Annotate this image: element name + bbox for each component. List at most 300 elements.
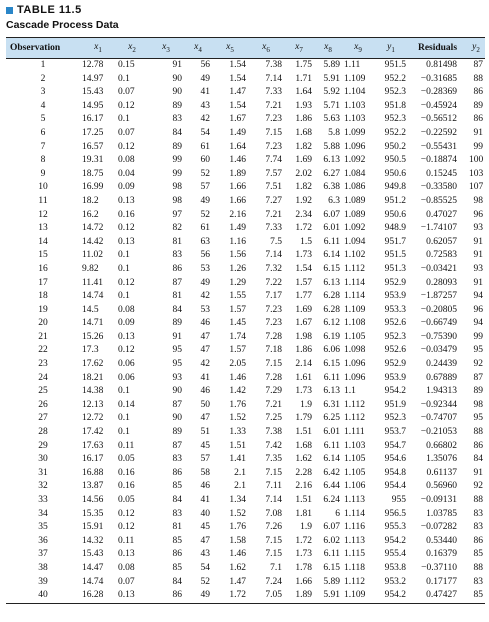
cell-y2: 91 xyxy=(473,467,483,478)
cell-x9: 1.096 xyxy=(344,359,366,370)
cell-x5: 1.16 xyxy=(229,236,246,247)
cell-x2: 0.09 xyxy=(118,318,135,329)
cell-x2: 0.08 xyxy=(118,304,135,315)
cell-x1: 11.41 xyxy=(82,277,104,288)
cell-x6: 7.18 xyxy=(265,345,282,356)
cell-y2: 95 xyxy=(473,345,483,356)
cell-x7: 1.62 xyxy=(295,454,312,465)
cell-y1: 954.8 xyxy=(384,467,406,478)
cell-x5: 2.16 xyxy=(229,209,246,220)
cell-x8: 6.44 xyxy=(323,481,340,492)
table-row xyxy=(6,548,485,562)
cell-x2: 0.1 xyxy=(118,73,130,84)
cell-y1: 954.4 xyxy=(384,481,406,492)
cell-x1: 14.72 xyxy=(82,223,104,234)
cell-x4: 46 xyxy=(200,386,210,397)
cell-x5: 1.55 xyxy=(229,291,246,302)
cell-x8: 6.31 xyxy=(323,399,340,410)
cell-obs: 11 xyxy=(38,195,48,206)
table-number: TABLE 11.5 xyxy=(17,4,82,16)
cell-x8: 6.11 xyxy=(323,549,340,560)
table-row xyxy=(6,277,485,291)
cell-x7: 1.51 xyxy=(295,495,312,505)
cell-obs: 3 xyxy=(40,87,46,98)
cell-x5: 1.46 xyxy=(229,155,246,166)
table-row xyxy=(6,344,485,358)
cell-x2: 0.12 xyxy=(118,508,135,519)
cell-x3: 89 xyxy=(172,318,182,329)
cell-x1: 15.43 xyxy=(82,549,104,560)
table-row xyxy=(6,535,485,549)
cell-res: 0.47427 xyxy=(408,589,467,603)
cell-y1: 953.9 xyxy=(384,291,406,302)
cell-y1: 952.3 xyxy=(384,331,406,342)
cell-x4: 53 xyxy=(200,304,210,315)
table-row xyxy=(6,358,485,372)
cell-res: −0.28369 xyxy=(420,87,457,98)
square-bullet-icon xyxy=(6,7,13,14)
cell-y2: 86 xyxy=(473,114,483,125)
cell-x9: 1.108 xyxy=(344,318,366,329)
cell-x6: 7.14 xyxy=(265,495,282,505)
cell-x8: 6.27 xyxy=(323,168,340,179)
cell-x6: 7.33 xyxy=(265,87,282,98)
cell-x8: 6.11 xyxy=(323,372,340,383)
cell-x3: 86 xyxy=(148,589,184,603)
cell-x7: 2.02 xyxy=(295,168,312,179)
cell-x3: 86 xyxy=(172,549,182,560)
cell-y1: 952.6 xyxy=(384,345,406,356)
cell-x8: 6.13 xyxy=(323,277,340,288)
cell-x7: 1.78 xyxy=(295,562,312,573)
cell-y1: 954.2 xyxy=(384,386,406,397)
cell-obs: 33 xyxy=(38,495,48,505)
cell-x9: 1.103 xyxy=(344,114,366,125)
cell-x9: 1.116 xyxy=(344,522,366,533)
cell-x4: 45 xyxy=(200,522,210,533)
cell-x2: 0.06 xyxy=(118,359,135,370)
cell-res: −0.55431 xyxy=(420,141,457,152)
cell-x4: 47 xyxy=(200,535,210,546)
cell-x1: 14.42 xyxy=(82,236,104,247)
cell-x4: 43 xyxy=(200,549,210,560)
cell-x2: 0.13 xyxy=(118,331,135,342)
cell-x6: 7.21 xyxy=(265,100,282,111)
cell-res: 0.81498 xyxy=(426,60,457,70)
cell-x4: 47 xyxy=(200,413,210,424)
table-row xyxy=(6,236,485,250)
table-row xyxy=(6,412,485,426)
cell-x6: 7.25 xyxy=(265,413,282,424)
cell-x9: 1.098 xyxy=(344,345,366,356)
cell-x3: 98 xyxy=(172,182,182,193)
cell-x9: 1.105 xyxy=(344,454,366,465)
table-row xyxy=(6,480,485,494)
cell-res: −1.74107 xyxy=(420,223,457,234)
cell-res: −0.03421 xyxy=(420,263,457,274)
cell-x2: 0.12 xyxy=(118,223,135,234)
cell-x1: 15.43 xyxy=(82,87,104,98)
cell-y1: 954.6 xyxy=(384,454,406,465)
cell-y1: 952.6 xyxy=(384,318,406,329)
column-header-symbol: x xyxy=(354,42,359,53)
cell-x5: 2.05 xyxy=(229,359,246,370)
cell-obs: 37 xyxy=(38,549,48,560)
cell-x1: 17.63 xyxy=(82,440,104,451)
cell-x9: 1.111 xyxy=(344,427,365,438)
cell-y2: 99 xyxy=(473,331,483,342)
table-row xyxy=(6,127,485,141)
cell-x6: 7.17 xyxy=(265,291,282,302)
cell-x1: 14.32 xyxy=(82,535,104,546)
cell-x4: 53 xyxy=(200,263,210,274)
cell-x4: 52 xyxy=(200,168,210,179)
cell-x6: 7.28 xyxy=(265,372,282,383)
cell-x2: 0.05 xyxy=(118,454,135,465)
cell-x2: 0.1 xyxy=(118,263,130,274)
table-row xyxy=(6,372,485,386)
cell-y2: 103 xyxy=(469,168,484,179)
cell-x7: 1.77 xyxy=(295,291,312,302)
cell-x3: 90 xyxy=(172,73,182,84)
cell-x7: 2.16 xyxy=(295,481,312,492)
cell-x9: 1.114 xyxy=(344,277,366,288)
cell-x6: 7.11 xyxy=(265,481,282,492)
cell-x9: 1.104 xyxy=(344,87,366,98)
cell-y2: 85 xyxy=(473,549,483,560)
cell-x4: 61 xyxy=(200,223,210,234)
cell-x9: 1.113 xyxy=(344,535,366,546)
cell-x5: 1.51 xyxy=(229,440,246,451)
cell-x2: 0.04 xyxy=(118,168,135,179)
column-header-symbol: x xyxy=(128,42,133,53)
cell-x8: 6 xyxy=(335,508,340,519)
cell-x7: 2.14 xyxy=(295,359,312,370)
cell-x3: 84 xyxy=(172,304,182,315)
cell-x4: 47 xyxy=(200,345,210,356)
cell-obs: 9 xyxy=(40,168,46,179)
cell-y2: 88 xyxy=(473,562,483,573)
column-header-x1 xyxy=(80,38,116,59)
cell-x4: 58 xyxy=(200,467,210,478)
cell-y2: 91 xyxy=(473,236,483,247)
cell-x9: 1.096 xyxy=(344,141,366,152)
cell-x3: 81 xyxy=(172,291,182,302)
cell-x9: 1.112 xyxy=(344,263,366,274)
column-header-symbol: x xyxy=(324,42,329,53)
cell-x2: 0.08 xyxy=(118,155,135,166)
cell-x2: 0.1 xyxy=(118,250,130,261)
cell-x2: 0.08 xyxy=(118,562,135,573)
cell-obs: 31 xyxy=(38,467,48,478)
cell-res: −0.37110 xyxy=(421,562,457,573)
cell-x6: 7.38 xyxy=(265,60,282,70)
cell-x9: 1.096 xyxy=(344,372,366,383)
cell-res: −0.21053 xyxy=(420,427,457,438)
cell-res: −0.45924 xyxy=(420,100,457,111)
cell-res: −0.22592 xyxy=(420,127,457,138)
cell-x6: 7.15 xyxy=(265,359,282,370)
cell-x5: 1.62 xyxy=(229,562,246,573)
cell-x4: 51 xyxy=(200,427,210,438)
cell-x8: 6.06 xyxy=(323,345,340,356)
cell-y2: 87 xyxy=(473,372,483,383)
cell-x6: 7.57 xyxy=(265,168,282,179)
column-header-x9 xyxy=(342,38,374,59)
cell-x6: 7.14 xyxy=(265,250,282,261)
cell-x8: 6.15 xyxy=(323,359,340,370)
cell-x1: 14.5 xyxy=(82,304,99,315)
cell-x2: 0.16 xyxy=(118,481,135,492)
cell-x8: 6.42 xyxy=(323,467,340,478)
cell-x6: 7.35 xyxy=(265,454,282,465)
cell-x5: 1.89 xyxy=(229,168,246,179)
table-row xyxy=(6,154,485,168)
cell-x1: 15.26 xyxy=(82,331,104,342)
cell-x9: 1.094 xyxy=(344,236,366,247)
cell-x2: 0.13 xyxy=(118,236,135,247)
cell-y2: 83 xyxy=(473,508,483,519)
cell-x7: 1.71 xyxy=(295,73,312,84)
cell-x8: 5.89 xyxy=(323,576,340,587)
cell-x9: 1.102 xyxy=(344,250,366,261)
cell-y2: 88 xyxy=(473,495,483,505)
cell-res: 0.53440 xyxy=(426,535,457,546)
table-row xyxy=(6,331,485,345)
cell-x8: 6.19 xyxy=(323,331,340,342)
cell-x1: 14.97 xyxy=(82,73,104,84)
cell-x5: 1.41 xyxy=(229,454,246,465)
cell-y1: 953.2 xyxy=(384,576,406,587)
cell-x5: 1.47 xyxy=(229,87,246,98)
cell-x4: 63 xyxy=(200,236,210,247)
cell-x1: 16.2 xyxy=(82,209,99,220)
cell-x3: 81 xyxy=(172,522,182,533)
cell-x5: 1.66 xyxy=(229,195,246,206)
column-header-subscript: 3 xyxy=(166,45,170,54)
cell-x8: 6.13 xyxy=(323,386,340,397)
cell-x3: 91 xyxy=(172,60,182,70)
cell-x2: 0.07 xyxy=(118,127,135,138)
cell-y2: 85 xyxy=(467,589,485,603)
column-header-symbol: y xyxy=(387,42,392,53)
cell-x8: 6.15 xyxy=(323,562,340,573)
cell-y1: 951.9 xyxy=(384,399,406,410)
cell-x2: 0.1 xyxy=(118,386,130,397)
cell-x6: 7.1 xyxy=(270,562,282,573)
cell-y1: 950.5 xyxy=(384,155,406,166)
cell-x6: 7.32 xyxy=(265,263,282,274)
cell-x1: 15.91 xyxy=(82,522,104,533)
cell-x7: 1.86 xyxy=(295,114,312,125)
table-row xyxy=(6,59,485,73)
cell-x7: 1.98 xyxy=(295,331,312,342)
cell-x8: 6.14 xyxy=(323,454,340,465)
cell-x2: 0.16 xyxy=(118,467,135,478)
cell-x4: 42 xyxy=(200,291,210,302)
cell-x6: 7.24 xyxy=(265,576,282,587)
cell-x5: 1.57 xyxy=(229,345,246,356)
cell-res: 0.16379 xyxy=(426,549,457,560)
table-row xyxy=(6,113,485,127)
cell-x9: 1.118 xyxy=(344,562,366,573)
column-header-x7 xyxy=(284,38,314,59)
cell-x5: 1.26 xyxy=(229,263,246,274)
cell-y1: 951.8 xyxy=(384,100,406,111)
cell-y1: 952.3 xyxy=(384,114,406,125)
cell-x3: 86 xyxy=(172,263,182,274)
cell-x1: 19.31 xyxy=(82,155,104,166)
column-header-obs: Observation xyxy=(6,38,80,59)
cell-x6: 7.38 xyxy=(265,427,282,438)
cell-x8: 6.01 xyxy=(323,223,340,234)
cell-x8: 6.3 xyxy=(328,195,340,206)
table-row xyxy=(6,209,485,223)
cell-x3: 99 xyxy=(172,168,182,179)
cell-y1: 953.9 xyxy=(384,372,406,383)
cell-x6: 7.15 xyxy=(265,127,282,138)
cell-x7: 1.57 xyxy=(295,277,312,288)
cell-obs: 5 xyxy=(40,114,46,125)
cell-x6: 7.22 xyxy=(265,277,282,288)
cell-x1: 14.74 xyxy=(82,576,104,587)
cell-y2: 86 xyxy=(473,87,483,98)
cell-x2: 0.05 xyxy=(118,495,135,505)
column-header-subscript: 7 xyxy=(299,45,303,54)
cell-x4: 43 xyxy=(200,100,210,111)
column-header-x4 xyxy=(184,38,212,59)
cell-x5: 1.46 xyxy=(229,549,246,560)
column-header-x5 xyxy=(212,38,248,59)
cell-x8: 5.92 xyxy=(323,87,340,98)
table-row xyxy=(6,290,485,304)
cell-x7: 1.66 xyxy=(295,576,312,587)
cell-x7: 1.68 xyxy=(295,127,312,138)
cell-x5: 1.67 xyxy=(229,114,246,125)
cell-x6: 7.23 xyxy=(265,304,282,315)
cell-x1: 14.95 xyxy=(82,100,104,111)
column-header-symbol: x xyxy=(262,42,267,53)
cell-x2: 0.1 xyxy=(118,413,130,424)
cell-x6: 7.28 xyxy=(265,331,282,342)
cell-res: −0.74707 xyxy=(420,413,457,424)
column-header-subscript: 1 xyxy=(391,45,395,54)
cell-x9: 1.099 xyxy=(344,127,366,138)
cell-x9: 1.109 xyxy=(344,304,366,315)
cell-x2: 0.07 xyxy=(118,576,135,587)
header-row xyxy=(6,38,485,59)
cell-x5: 1.72 xyxy=(212,589,248,603)
cell-obs: 18 xyxy=(38,291,48,302)
column-header-subscript: 4 xyxy=(198,45,202,54)
table-row xyxy=(6,440,485,454)
cell-x6: 7.23 xyxy=(265,318,282,329)
cell-x6: 7.21 xyxy=(265,399,282,410)
column-header-x6 xyxy=(248,38,284,59)
cell-x4: 49 xyxy=(200,73,210,84)
cell-x6: 7.23 xyxy=(265,141,282,152)
cell-obs: 4 xyxy=(40,100,46,111)
cell-obs: 21 xyxy=(38,331,48,342)
cell-obs: 19 xyxy=(38,304,48,315)
table-caption xyxy=(6,2,486,33)
cell-res: −0.09131 xyxy=(420,495,457,505)
column-header-symbol: x xyxy=(226,42,231,53)
cell-x6: 7.15 xyxy=(265,535,282,546)
cell-x3: 95 xyxy=(172,359,182,370)
cell-x7: 1.86 xyxy=(295,345,312,356)
cell-x5: 1.57 xyxy=(229,304,246,315)
cell-x4: 40 xyxy=(200,508,210,519)
cell-x2: 0.1 xyxy=(118,427,130,438)
cell-x4: 54 xyxy=(200,127,210,138)
table-row xyxy=(6,453,485,467)
column-header-subscript: 5 xyxy=(230,45,234,54)
cell-x5: 1.49 xyxy=(229,127,246,138)
cell-x5: 2.1 xyxy=(234,467,246,478)
cell-x4: 46 xyxy=(200,481,210,492)
cell-res: 0.28093 xyxy=(426,277,457,288)
cell-x3: 83 xyxy=(172,114,182,125)
cell-x1: 9.82 xyxy=(82,263,99,274)
cell-x7: 2.34 xyxy=(295,209,312,220)
table-row xyxy=(6,263,485,277)
cell-x5: 1.58 xyxy=(229,535,246,546)
cell-x5: 1.74 xyxy=(229,331,246,342)
cell-obs: 16 xyxy=(38,263,48,274)
table-row xyxy=(6,141,485,155)
cell-y1: 952.3 xyxy=(384,413,406,424)
cell-y1: 952.2 xyxy=(384,127,406,138)
cell-x1: 11.02 xyxy=(82,250,104,261)
cell-x9: 1.115 xyxy=(344,549,366,560)
cell-y2: 89 xyxy=(473,100,483,111)
cell-x7: 1.69 xyxy=(295,304,312,315)
cell-x7: 1.73 xyxy=(295,549,312,560)
table-row xyxy=(6,562,485,576)
cell-x5: 1.54 xyxy=(229,73,246,84)
cell-res: −0.56512 xyxy=(420,114,457,125)
cell-x1: 16.88 xyxy=(82,467,104,478)
cell-obs: 14 xyxy=(38,236,48,247)
cell-obs: 36 xyxy=(38,535,48,546)
table-row xyxy=(6,249,485,263)
cell-x9: 1.106 xyxy=(344,481,366,492)
cell-x9: 1.089 xyxy=(344,195,366,206)
cell-x3: 90 xyxy=(172,386,182,397)
cell-x7: 1.75 xyxy=(295,60,312,70)
cell-x8: 5.71 xyxy=(323,100,340,111)
cell-x4: 60 xyxy=(200,155,210,166)
cell-x3: 87 xyxy=(172,440,182,451)
column-header-x2 xyxy=(116,38,148,59)
cell-y1: 952.3 xyxy=(384,87,406,98)
cell-x3: 85 xyxy=(172,481,182,492)
cell-x7: 1.67 xyxy=(295,318,312,329)
cell-x6: 7.14 xyxy=(265,73,282,84)
table-row xyxy=(6,494,485,508)
cell-x7: 1.82 xyxy=(295,182,312,193)
column-header-subscript: 2 xyxy=(476,45,480,54)
cell-res: −0.20805 xyxy=(420,304,457,315)
cell-x4: 57 xyxy=(200,454,210,465)
cell-x7: 1.54 xyxy=(295,263,312,274)
cell-x1: 16.99 xyxy=(82,182,104,193)
cell-x2: 0.1 xyxy=(118,114,130,125)
cell-y2: 94 xyxy=(473,318,483,329)
cell-x9: 1.084 xyxy=(344,168,366,179)
table-row xyxy=(6,222,485,236)
